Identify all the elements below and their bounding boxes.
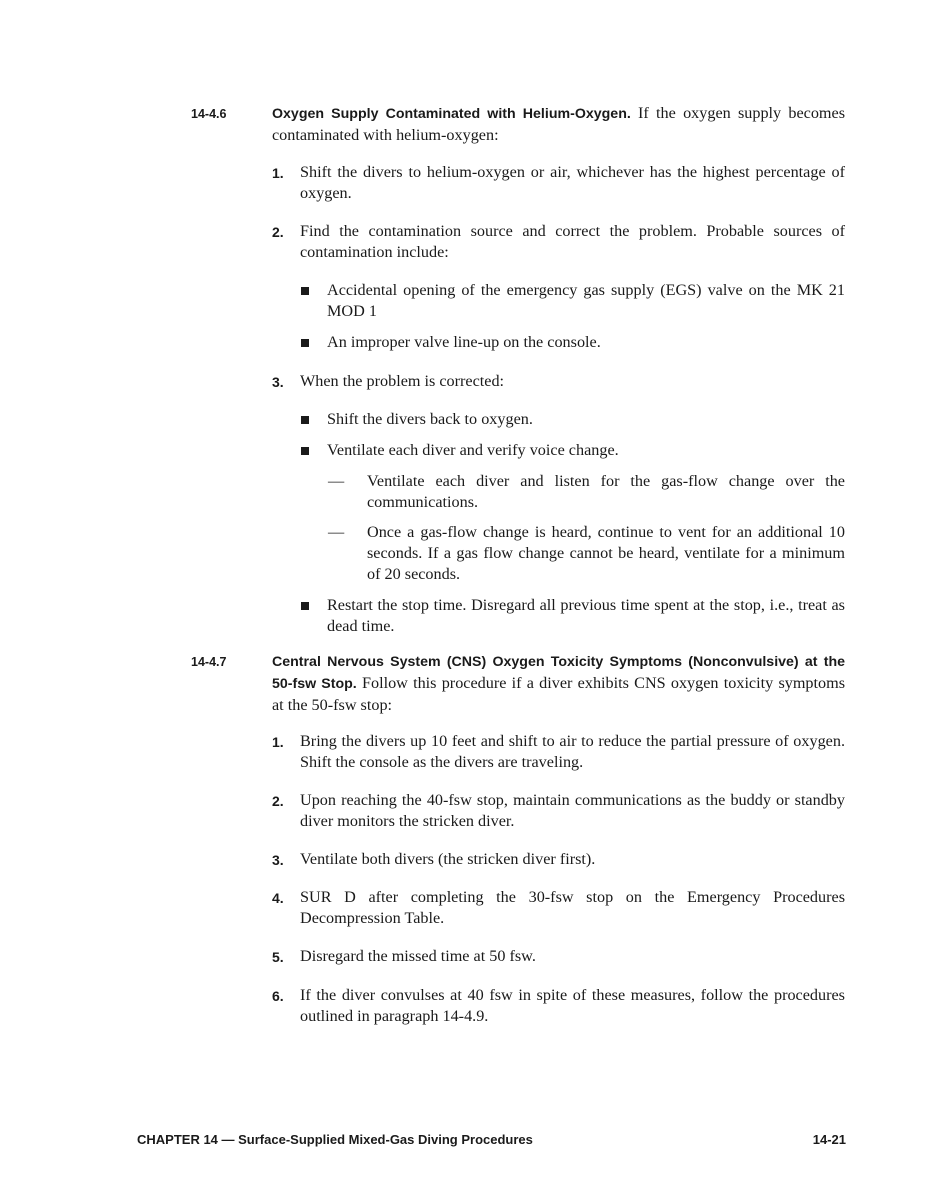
square-bullet-icon	[301, 339, 309, 347]
step-text: If the diver convulses at 40 fsw in spite of these measures, follow the procedures outlined in paragraph 14-4.9.	[300, 986, 845, 1025]
bullet-text: Shift the divers back to oxygen.	[327, 410, 533, 428]
square-bullet-icon	[301, 602, 309, 610]
step-text: Find the contamination source and correct the problem. Probable sources of contamination include:	[300, 222, 845, 261]
square-bullet-icon	[301, 287, 309, 295]
dash-bullet-icon: —	[328, 523, 345, 541]
dash-bullet-icon: —	[328, 472, 345, 490]
step-number: 3.	[272, 374, 284, 390]
square-bullet-icon	[301, 447, 309, 455]
step-number: 4.	[272, 890, 284, 906]
section-title: Central Nervous System (CNS) Oxygen Toxicity Symptoms (Nonconvulsive) at the 50-fsw Stop.	[272, 654, 845, 692]
section-number: 14-4.7	[191, 655, 227, 669]
page-number: 14-21	[812, 1132, 846, 1147]
dash-text: Ventilate each diver and listen for the gas-flow change over the communications.	[367, 472, 845, 511]
section-intro: If the oxygen supply becomes contaminated with helium-oxygen:	[272, 104, 845, 144]
step-text: Bring the divers up 10 feet and shift to air to reduce the partial pressure of oxygen. Shift the console as the divers are traveling.	[300, 732, 845, 771]
bullet-text: Accidental opening of the emergency gas supply (EGS) valve on the MK 21 MOD 1	[327, 281, 845, 320]
step-number: 6.	[272, 988, 284, 1004]
step-number: 5.	[272, 949, 284, 965]
section-heading-paragraph	[272, 103, 845, 146]
section-heading-paragraph	[272, 651, 845, 716]
bullet-text: An improper valve line-up on the console.	[327, 333, 601, 351]
section-title: Oxygen Supply Contaminated with Helium-Oxygen.	[272, 106, 631, 122]
footer-chapter-title: CHAPTER 14 — Surface-Supplied Mixed-Gas Diving Procedures	[137, 1132, 533, 1147]
step-text: When the problem is corrected:	[300, 372, 505, 390]
step-number: 2.	[272, 224, 284, 240]
step-number: 3.	[272, 852, 284, 868]
step-number: 2.	[272, 793, 284, 809]
bullet-text: Restart the stop time. Disregard all previous time spent at the stop, i.e., treat as dead time.	[327, 596, 845, 635]
bullet-text: Ventilate each diver and verify voice change.	[327, 441, 619, 459]
dash-text: Once a gas-flow change is heard, continue to vent for an additional 10 seconds. If a gas flow change cannot be heard, ventilate for a minimum of 20 seconds.	[367, 523, 845, 583]
section-number: 14-4.6	[191, 107, 227, 121]
step-text: Ventilate both divers (the stricken diver first).	[300, 850, 596, 868]
step-number: 1.	[272, 734, 284, 750]
section-intro: Follow this procedure if a diver exhibits CNS oxygen toxicity symptoms at the 50-fsw stop:	[272, 674, 845, 714]
step-text: Shift the divers to helium-oxygen or air, whichever has the highest percentage of oxygen.	[300, 163, 845, 202]
step-number: 1.	[272, 165, 284, 181]
step-text: SUR D after completing the 30-fsw stop on the Emergency Procedures Decompression Table.	[300, 888, 845, 927]
step-text: Disregard the missed time at 50 fsw.	[300, 947, 536, 965]
step-text: Upon reaching the 40-fsw stop, maintain communications as the buddy or standby diver monitors the stricken diver.	[300, 791, 845, 830]
square-bullet-icon	[301, 416, 309, 424]
